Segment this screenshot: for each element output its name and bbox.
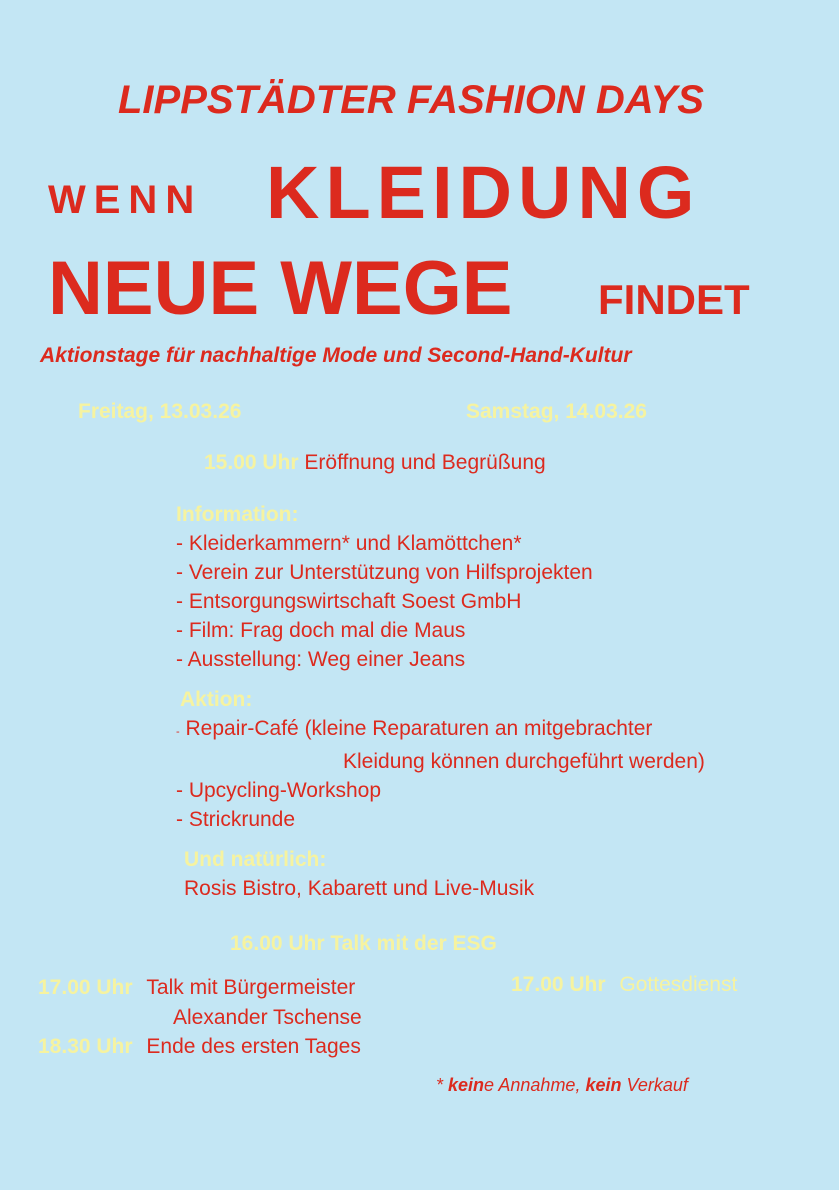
date-saturday: Samstag, 14.03.26 — [466, 400, 647, 423]
natuerlich-text: Rosis Bistro, Kabarett und Live-Musik — [184, 877, 535, 900]
list-item: - Strickrunde — [176, 808, 296, 831]
list-item: - Film: Frag doch mal die Maus — [176, 619, 466, 642]
headline-findet: FINDET — [598, 276, 750, 323]
footnote-text-2: Verkauf — [621, 1075, 688, 1095]
information-heading: Information: — [176, 503, 299, 526]
aktion-heading: Aktion: — [180, 688, 253, 711]
schedule-time: 17.00 Uhr — [38, 976, 133, 999]
list-item: - Ausstellung: Weg einer Jeans — [176, 648, 466, 671]
list-item: - Kleiderkammern* und Klamöttchen* — [176, 532, 522, 555]
list-item — [176, 714, 705, 747]
schedule-time: 17.00 Uhr — [511, 973, 606, 996]
headline-neue-wege: NEUE WEGE — [48, 246, 513, 331]
opening-text: Eröffnung und Begrüßung — [304, 451, 546, 474]
opening-time: 15.00 Uhr — [204, 451, 299, 474]
schedule-text-2: Alexander Tschense — [173, 1006, 362, 1029]
headline-kleidung: KLEIDUNG — [266, 151, 701, 234]
poster-title: LIPPSTÄDTER FASHION DAYS — [118, 78, 704, 122]
footnote-text-1: e Annahme, — [484, 1075, 586, 1095]
schedule-friday-1 — [38, 976, 355, 1000]
subtitle: Aktionstage für nachhaltige Mode und Second-Hand-Kultur — [40, 344, 632, 367]
schedule-time: 18.30 Uhr — [38, 1035, 133, 1058]
opening-line — [204, 451, 546, 475]
schedule-friday-2 — [38, 1035, 361, 1059]
small-dash: - — [176, 726, 180, 738]
list-item: - Entsorgungswirtschaft Soest GmbH — [176, 590, 522, 613]
schedule-text: Ende des ersten Tages — [146, 1035, 361, 1058]
aktion-section — [176, 685, 705, 834]
talk-esg: 16.00 Uhr Talk mit der ESG — [230, 932, 497, 955]
footnote — [436, 1075, 688, 1096]
natuerlich-section — [184, 845, 534, 903]
date-friday: Freitag, 13.03.26 — [78, 400, 242, 423]
headline-wenn: WENN — [48, 178, 203, 222]
list-item: - Verein zur Unterstützung von Hilfsprojekten — [176, 561, 593, 584]
repair-line-2: Kleidung können durchgeführt werden) — [343, 750, 705, 773]
footnote-kein-1: kein — [448, 1075, 485, 1095]
information-section — [176, 500, 593, 674]
list-item: - Upcycling-Workshop — [176, 779, 382, 802]
natuerlich-heading: Und natürlich: — [184, 848, 327, 871]
schedule-text: Talk mit Bürgermeister — [146, 976, 356, 999]
footnote-kein-2: kein — [585, 1075, 622, 1095]
footnote-star: * — [436, 1075, 449, 1095]
schedule-saturday-1 — [511, 973, 737, 997]
repair-line-1: Repair-Café (kleine Reparaturen an mitgebrachter — [185, 717, 653, 740]
schedule-text: Gottesdienst — [619, 973, 738, 996]
